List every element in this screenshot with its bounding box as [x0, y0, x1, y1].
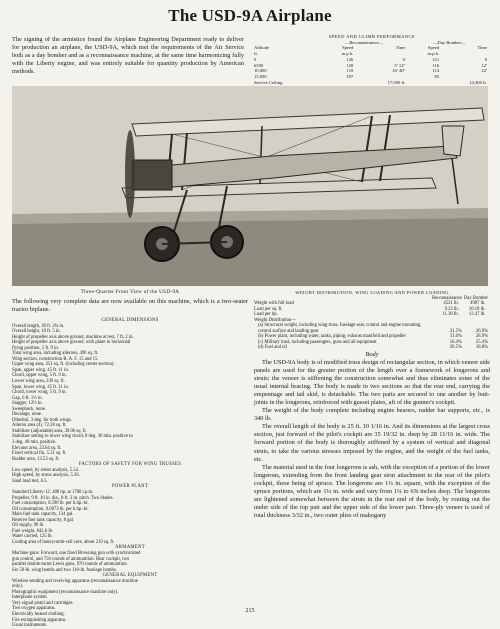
performance-cell: 114 — [432, 68, 440, 74]
unit-cell: m.p.h. — [341, 51, 354, 57]
performance-cell: 5′ 12″ — [394, 62, 406, 68]
performance-cell: 6500 — [254, 62, 264, 68]
spec-line: Fire extinguishing apparatus. — [12, 617, 67, 623]
weights-cell: 12.47 lb. — [468, 312, 486, 317]
spec-line: Six 50-lb. wing bombs and two 110-lb. fuselage bombs. — [12, 567, 117, 573]
performance-cell: 14,300 ft. — [469, 79, 487, 85]
spec-line: Wing section, construction R. A. F. 15 and 15. — [12, 356, 99, 362]
performance-cell: 0 — [403, 56, 406, 62]
dist-recon: 31.5% — [449, 328, 462, 334]
spec-line: Stagger, 12½ in. — [12, 401, 43, 407]
col-bomber: Day Bomber — [463, 295, 488, 301]
dist-recon: 16.4% — [449, 339, 462, 345]
head-cell: Time — [477, 45, 487, 51]
spec-line: Elevator area, 23.64 sq. ft. — [12, 445, 62, 451]
dist-header: Weight Distribution— — [254, 317, 296, 323]
performance-cell: 85 — [434, 73, 440, 79]
airplane-photo — [12, 86, 488, 286]
dist-label: (d) Fuel and oil — [258, 345, 288, 350]
spec-line: Wireless sending and receiving apparatus (reconnaissance machine — [12, 578, 138, 584]
dist-bomber: 18.8% — [475, 345, 488, 350]
spec-line: Fuel consumption, 0.590 lb. per h.hp.-hr. — [12, 501, 89, 507]
head-cell: Time — [395, 45, 406, 51]
dist-recon: 31.6% — [449, 334, 462, 339]
weights-cell: Load per sq. ft. — [254, 306, 283, 312]
spec-line: Span, lower wing, 45 ft. 11 in. — [12, 384, 69, 390]
spec-line: Sweepback, none. — [12, 406, 46, 412]
performance-grid — [254, 40, 490, 86]
dist-label: (b) Power plant, including water, tanks, piping, exhaust manifold and propeller — [258, 334, 406, 339]
spec-line: Chord, lower wing, 5 ft. 9 in. — [12, 390, 67, 396]
weights-cell: Load per hp. — [254, 312, 278, 317]
biplane-illustration — [12, 86, 488, 286]
section-header: GENERAL DIMENSIONS — [101, 318, 159, 323]
performance-cell: 116 — [432, 62, 440, 68]
performance-cell: 118 — [346, 68, 354, 74]
performance-cell: 107 — [346, 73, 354, 79]
spec-line: Very signal pistol and cartridges. — [12, 600, 74, 606]
dist-row — [254, 323, 490, 334]
spec-line: Main fuel tank capacity, 134 gal. — [12, 512, 74, 518]
spec-line: parallel double-turret Lewis guns, 970 rounds of ammunition. — [12, 562, 128, 568]
group-recon: —Reconnaissance— — [344, 39, 384, 45]
spec-line: Stabilizer (adjustable) area, 39.06 sq. ft. — [12, 428, 87, 434]
dist-bomber: 28.9% — [475, 334, 488, 339]
weights-cell: Weight with full load — [254, 301, 294, 306]
body-paragraph: The material used in the four longerons is ash, with the exception of a portion of the lower longerons, extending from the front landing gear strut attachment to the rear of the pilot's cockpit, these being of spruce. The longerons are 1¼ in. square, with the exception of the spruce portions, which are 1¼ in. wide and vary from 1¼ to 6⅝ inches deep. The longerons are lightened somewhat between the struts in the rear end of the body, by routing out the under side of the top pair and the upper side of the lower pair. Three-ply veneer is used of total thickness 3/32 in., two outer plies of mahogany — [254, 463, 490, 519]
spec-line: Cooling area of honeycomb-cell core, about 219 sq. ft. — [12, 539, 115, 545]
performance-cell: 15,000 — [254, 73, 267, 79]
performance-cell: 16′ 40″ — [392, 68, 406, 74]
performance-cell: Service Ceiling — [254, 79, 283, 85]
spec-line: Span, upper wing, 45 ft. 11 in. — [12, 367, 69, 373]
performance-cell: 10,000 — [254, 68, 267, 74]
performance-cell: 12′ — [481, 62, 487, 68]
spec-line: Overall height, 10 ft. 5 in. — [12, 329, 61, 335]
head-cell: Speed — [427, 45, 440, 51]
performance-cell: 22′ — [481, 68, 487, 74]
unit-cell: ft. — [254, 51, 258, 57]
body-paragraph: The weight of the body complete including engine bearers, rudder bar supports, etc., is 340 lb. — [254, 407, 490, 423]
spec-line: Fuel weight, 842.6 lb. — [12, 528, 54, 534]
spec-line: Water carried, 125 lb. — [12, 534, 53, 540]
dist-row — [254, 345, 490, 351]
spec-line: High speed, by stress analysis, 5.36. — [12, 473, 80, 479]
spec-line: Dihedral, 3 deg. for both wings. — [12, 417, 72, 423]
spec-line: Upper wing area, 251 sq. ft. (including center section). — [12, 362, 115, 368]
performance-cell: 0 — [484, 56, 487, 62]
section-header: FACTORS OF SAFETY FOR WING TRUSSES — [78, 462, 182, 468]
section-header: ARMAMENT — [115, 545, 145, 551]
body-paragraph: The USD-9A body is of modified truss design of rectangular section, in which veneer side panels are used for the greater portion of the length over a framework of longerons and struts; the veneer is stiffening the construction somewhat and thus eliminates some of the usual internal bracing. The body is made in two sections so that the rear end, carrying the empennage and tail skid, is detachable. The two parts are secured to one another by butt-joints in the longerons, reinforced with gusset plates, aft of the gunner's cockpit. — [254, 359, 490, 407]
unit-cell: m.p.h. — [427, 51, 440, 57]
intro-paragraph: The signing of the armistice found the Airplane Engineering Department ready to deliver for production an airplane, the USD-9A, which met the requirements of the Air Service both as a day bomber and as a reconnaissance machine, at the same time harmonizing fully with the Liberty engine, and was entirely suitable for quantity production by American methods. — [12, 36, 244, 76]
col-recon: Reconnaissance — [431, 295, 462, 301]
spec-line: Sand load test, 6.5. — [12, 478, 48, 484]
spec-line: gun control, and 750 rounds of ammunition. Rear cockpit, two — [12, 556, 130, 562]
body-section-text — [254, 359, 490, 520]
performance-cell: 121 — [432, 56, 440, 62]
safety-factors — [12, 468, 248, 485]
weight-distribution-table — [254, 290, 490, 351]
dist-label: (c) Military load, including passengers, guns and all equipment — [258, 339, 377, 345]
performance-cell: 126 — [346, 56, 354, 62]
spec-line: Reserve fuel tank capacity, 8 gal. — [12, 517, 75, 523]
performance-cell: 120 — [346, 62, 354, 68]
spec-line: Propeller, 9 ft. 10 in. dia., 8 ft. 3 in. pitch. Two blades. — [12, 495, 114, 501]
performance-title: SPEED AND CLIMB PERFORMANCE — [328, 34, 416, 39]
performance-cell: 17,000 ft. — [387, 79, 406, 85]
page-number: 215 — [245, 608, 255, 614]
weights-grid — [254, 296, 490, 351]
photo-caption: Three-Quarter Front View of the USD-9A — [80, 289, 180, 295]
body-paragraph: The overall length of the body is 25 ft. 10 1/16 in. And its dimensions at the largest cross section, just forward of the pilot's cockpit are 35 19/32 in. deep by 28 11/16 in. wide. The forward portion of the body is thoroughly stiffened by a system of vertical and diagonal struts, to take the various stresses imposed by the engine, and the weight of the fuel tanks, etc. — [254, 423, 490, 463]
spec-line: Interphone system. — [12, 595, 48, 601]
spec-line: Electrically heated clothing. — [12, 611, 65, 617]
dist-label: (a) Structural weight, including wing truss, fuselage seat, control and engine mounting, control surface and landing gear — [258, 323, 422, 334]
section-header: POWER PLANT — [112, 484, 148, 490]
weights-cell: 4521 lb. — [443, 301, 459, 306]
spec-line: Overall length, 30 ft. 2¾ in. — [12, 323, 65, 329]
performance-row — [254, 80, 490, 86]
weights-cell: 11.30 lb. — [442, 312, 459, 317]
armament — [12, 551, 248, 573]
spec-line: Machine guns: Forward, one fixed Browning gun with synchronized — [12, 550, 141, 556]
spec-line: Aileron area (4), 72.28 sq. ft. — [12, 423, 67, 429]
dist-row — [254, 334, 490, 340]
spec-line: Height of propeller axis above ground, machine at rest, 7 ft. 2 in. — [12, 334, 134, 340]
page-title: The USD-9A Airplane — [168, 6, 332, 25]
spec-line: Standard Liberty-12, 400 hp. at 1700 r.p.m. — [12, 489, 94, 495]
spec-line: Rudder area, 13.53 sq. ft. — [12, 456, 60, 462]
general-equipment — [12, 579, 248, 629]
group-bomber: —Day Bomber— — [432, 39, 466, 45]
spec-line: Height of propeller axis above ground, with plane in horizontal — [12, 340, 131, 346]
performance-cell — [408, 80, 442, 86]
spec-line: Fixed vertical fin, 5.31 sq. ft. — [12, 451, 67, 457]
spec-line: Decalage, none. — [12, 412, 43, 418]
head-cell: Speed — [342, 45, 354, 51]
spec-line: Chord, upper wing, 5 ft. 9 in. — [12, 373, 67, 379]
specifications-list — [12, 318, 248, 629]
dist-bomber: 26.9% — [475, 328, 488, 334]
performance-table — [254, 34, 490, 85]
spec-line: Two oxygen apparatus. — [12, 606, 56, 612]
head-cell: Altitude — [254, 45, 270, 51]
spec-line: Total wing area, including ailerons, 490 sq. ft. — [12, 351, 99, 357]
weights-cell: 9.23 lb. — [444, 306, 459, 312]
spec-line: Photographic equipment (reconnaissance machine only). — [12, 589, 119, 595]
weights-cell: 4987 lb. — [470, 301, 486, 306]
performance-cell — [320, 80, 357, 86]
spec-line: Low speed, by stress analysis, 5.54. — [12, 467, 80, 473]
performance-cell: 0 — [254, 56, 257, 62]
spec-line: Stabilizer setting to lower wing chord, 0 deg. 30 min. positive to — [12, 434, 133, 440]
spec-line: only). — [12, 584, 24, 590]
spec-line: flying position, 5 ft. 9 in. — [12, 345, 59, 351]
spec-line: Oil supply, 96 lb. — [12, 523, 45, 529]
spec-line: Oil consumption, 0.0673 lb. per h.hp.-hr. — [12, 506, 89, 512]
weights-title: WEIGHT DISTRIBUTION, WING LOADING AND POWER LOADING — [295, 290, 449, 295]
spec-line: Gap, 6 ft. 1½ in. — [12, 395, 43, 401]
power-plant — [12, 490, 248, 545]
dist-recon: 20.5% — [449, 345, 462, 350]
dist-bomber: 25.4% — [475, 339, 488, 345]
general-dimensions — [12, 324, 248, 463]
weights-cell: 10.18 lb. — [468, 306, 486, 312]
section-header: GENERAL EQUIPMENT — [102, 573, 158, 579]
body-section-header: Body — [365, 351, 379, 358]
spec-line: Usual instruments. — [12, 623, 48, 629]
spec-line: Lower wing area, 239 sq. ft. — [12, 379, 65, 385]
spec-line: 3 deg. 40 min. positive. — [12, 440, 57, 446]
specs-lead: The following very complete data are now available on this machine, which is a two-seater tractor biplane. — [12, 298, 248, 314]
